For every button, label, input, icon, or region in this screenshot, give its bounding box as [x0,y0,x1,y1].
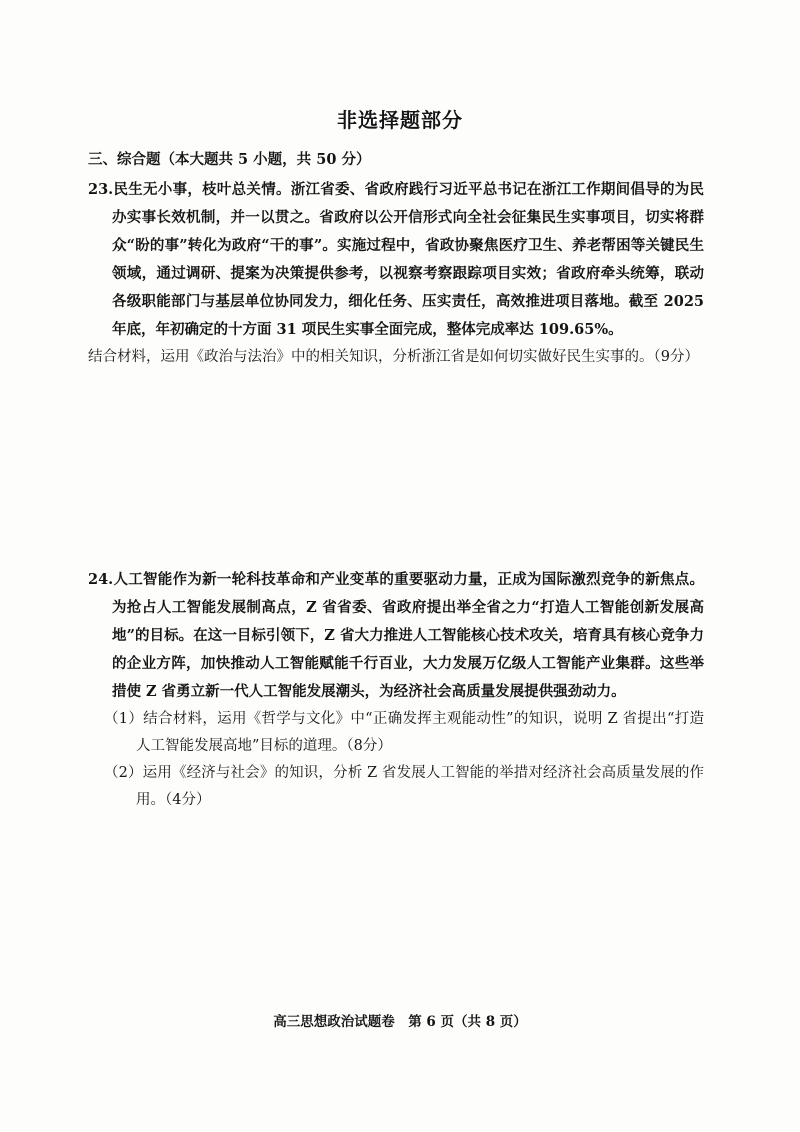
page-footer: 高三思想政治试题卷 第 6 页（共 8 页） [273,1014,527,1030]
question-24-sub-1: （1）结合材料，运用《哲学与文化》中“正确发挥主观能动性”的知识，说明 Z 省提出“打造人工智能发展高地”目标的道理。（8分） [104,711,704,754]
question-23 [88,176,704,371]
section-title: 非选择题部分 [337,108,463,132]
question-23-material-block [88,176,704,344]
question-24-material-block [88,566,704,706]
question-24 [88,566,704,814]
question-23-task: 结合材料，运用《政治与法治》中的相关知识，分析浙江省是如何切实做好民生实事的。（9分） [88,349,699,365]
question-24-sub-2: （2）运用《经济与社会》的知识，分析 Z 省发展人工智能的举措对经济社会高质量发展的作用。（4分） [104,765,704,808]
question-number: 23. [88,181,114,198]
question-23-material: 民生无小事，枝叶总关情。浙江省委、省政府践行习近平总书记在浙江工作期间倡导的为民办实事长效机制，并一以贯之。省政府以公开信形式向全社会征集民生实事项目，切实将群众“盼的事”转化为政府“干的事”。实施过程中，省政协聚焦医疗卫生、养老帮困等关键民生领域，通过调研、提案为决策提供参考，以视察考察跟踪项目实效；省政府牵头统筹，联动各级职能部门与基层单位协同发力，细化任务、压实责任，高效推进项目落地。截至 2025 年底，年初确定的十方面 31 项民生实事全面完成，整体完成率达 109.65%。 [112,181,704,338]
question-24-material: 人工智能作为新一轮科技革命和产业变革的重要驱动力量，正成为国际激烈竞争的新焦点。为抢占人工智能发展制高点，Z 省省委、省政府提出举全省之力“打造人工智能创新发展高地”的目标。在这一目标引领下，Z 省大力推进人工智能核心技术攻关，培育具有核心竞争力的企业方阵，加快推动人工智能赋能千行百业，大力发展万亿级人工智能产业集群。这些举措使 Z 省勇立新一代人工智能发展潮头，为经济社会高质量发展提供强劲动力。 [112,571,704,700]
question-number: 24. [88,571,114,588]
part-heading: 三、综合题（本大题共 5 小题，共 50 分） [88,151,371,168]
